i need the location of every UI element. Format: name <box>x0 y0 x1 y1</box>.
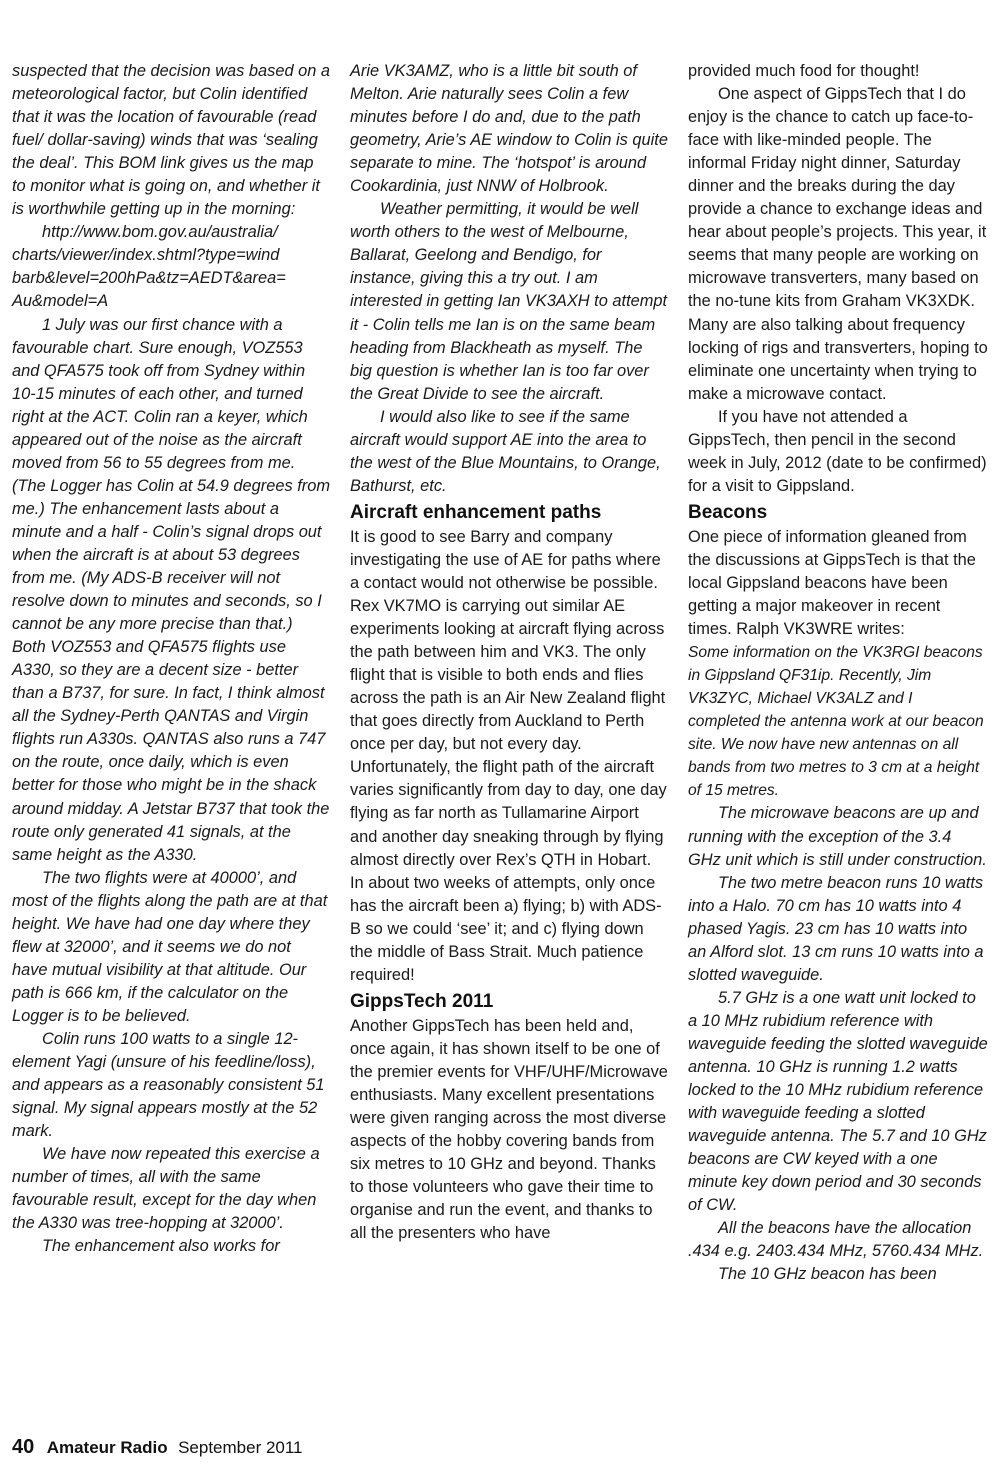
magazine-title: Amateur Radio <box>46 1438 168 1457</box>
paragraph: If you have not attended a GippsTech, then pencil in the second week in July, 2012 (date to be confirmed) for a visit to Gippsland. <box>688 407 987 495</box>
paragraph: The 10 GHz beacon has been <box>718 1265 937 1284</box>
column-right <box>688 60 988 1286</box>
section-heading: Aircraft enhancement paths <box>350 501 602 523</box>
paragraph: One piece of information gleaned from the discussions at GippsTech is that the local Gippsland beacons have been getting a major makeover in recent times. Ralph VK3WRE writes: <box>688 527 976 639</box>
paragraph: 5.7 GHz is a one watt unit locked to a 10 MHz rubidium reference with waveguide feeding the slotted waveguide antenna. 10 GHz is running 1.2 watts locked to the 10 MHz rubidium reference with waveguide feeding a slotted waveguide antenna. The 5.7 and 10 GHz beacons are CW keyed with a one minute key down period and 30 seconds of CW. <box>688 988 988 1215</box>
paragraph: Some information on the VK3RGI beacons in Gippsland QF31ip. Recently, Jim VK3ZYC, Michael VK3ALZ and I completed the antenna work at our beacon site. We now have new antennas on all bands from two metres to 3 cm at a height of 15 metres. <box>688 644 984 800</box>
paragraph: Colin runs 100 watts to a single 12-element Yagi (unsure of his feedline/loss), and appears as a reasonably consistent 51 signal. My signal appears mostly at the 52 mark. <box>12 1029 325 1141</box>
paragraph: The enhancement also works for <box>42 1237 280 1256</box>
paragraph: Arie VK3AMZ, who is a little bit south of Melton. Arie naturally sees Colin a few minutes before I do and, due to the path geometry, Arie’s AE window to Colin is quite separate to mine. The ‘hotspot’ is around Cookardinia, just NNW of Holbrook. <box>350 62 668 196</box>
column-middle <box>350 60 668 1245</box>
page-number: 40 <box>12 1436 35 1458</box>
page-footer <box>12 1436 303 1464</box>
column-left <box>12 60 330 1258</box>
paragraph: All the beacons have the allocation .434 e.g. 2403.434 MHz, 5760.434 MHz. <box>688 1219 984 1261</box>
paragraph: It is good to see Barry and company investigating the use of AE for paths where a contact would not otherwise be possible. Rex VK7MO is carrying out similar AE experiments looking at aircraft flying across the path between him and VK3. The only flight that is visible to both ends and flies across the path is an Air New Zealand flight that goes directly from Auckland to Perth once per day, but not every day. Unfortunately, the flight path of the aircraft varies significantly from day to day, one day flying as far north as Tullamarine Airport and another day sneaking through by flying almost directly over Rex’s QTH in Hobart. In about two weeks of attempts, only once has the aircraft been a) flying; b) with ADS-B so we could ‘see’ it; and c) flying down the middle of Bass Strait. Much patience required! <box>350 527 667 984</box>
paragraph: The two metre beacon runs 10 watts into a Halo. 70 cm has 10 watts into 4 phased Yagis. 23 cm has 10 watts into an Alford slot. 13 cm runs 10 watts into a slotted waveguide. <box>688 873 984 984</box>
paragraph: Another GippsTech has been held and, once again, it has shown itself to be one of the premier events for VHF/UHF/Microwave enthusiasts. Many excellent presentations were given ranging across the most diverse aspects of the hobby covering bands from six metres to 10 GHz and beyond. Thanks to those volunteers who gave their time to organise and run the event, and thanks to all the presenters who have <box>350 1016 668 1243</box>
paragraph: I would also like to see if the same aircraft would support AE into the area to the west of the Blue Mountains, to Orange, Bathurst, etc. <box>350 407 661 495</box>
paragraph: We have now repeated this exercise a number of times, all with the same favourable result, except for the day when the A330 was tree-hopping at 32000’. <box>12 1145 320 1233</box>
paragraph: Weather permitting, it would be well worth others to the west of Melbourne, Ballarat, Geelong and Bendigo, for instance, giving this a try out. I am interested in getting Ian VK3AXH to attempt it - Colin tells me Ian is on the same beam heading from Blackheath as myself. The big question is whether Ian is too far over the Great Divide to see the aircraft. <box>350 200 668 403</box>
paragraph: http://www.bom.gov.au/australia/ charts/viewer/index.shtml?type=wind barb&level=200hPa&tz=AEDT&area= Au&model=A <box>12 223 286 311</box>
section-heading: GippsTech 2011 <box>350 990 494 1012</box>
paragraph: The two flights were at 40000’, and most of the flights along the path are at that height. We have had one day where they flew at 32000’, and it seems we do not have mutual visibility at that altitude. Our path is 666 km, if the calculator on the Logger is to be believed. <box>12 868 328 1025</box>
paragraph: 1 July was our first chance with a favourable chart. Sure enough, VOZ553 and QFA575 took off from Sydney within 10-15 minutes of each other, and turned right at the ACT. Colin ran a keyer, which appeared out of the noise as the aircraft moved from 56 to 55 degrees from me. (The Logger has Colin at 54.9 degrees from me.) The enhancement lasts about a minute and a half - Colin’s signal drops out when the aircraft is at about 53 degrees from me. (My ADS-B receiver will not resolve down to minutes and seconds, so I cannot be any more precise than that.) Both VOZ553 and QFA575 flights use A330, so they are a decent size - better than a B737, for sure. In fact, I think almost all the Sydney-Perth QANTAS and Virgin flights run A330s. QANTAS also runs a 747 on the route, once daily, which is even better for those who might be in the shack around midday. A Jetstar B737 that took the route only generated 41 signals, at the same height as the A330. <box>12 315 330 864</box>
section-heading: Beacons <box>688 501 768 523</box>
paragraph: The microwave beacons are up and running with the exception of the 3.4 GHz unit which is still under construction. <box>688 804 987 869</box>
paragraph: One aspect of GippsTech that I do enjoy is the chance to catch up face-to-face with like-minded people. The informal Friday night dinner, Saturday dinner and the breaks during the day provide a chance to exchange ideas and hear about people’s projects. This year, it seems that many people are working on microwave transverters, many based on the no-tune kits from Graham VK3XDK. Many are also talking about frequency locking of rigs and transverters, hoping to eliminate one uncertainty when trying to make a microwave contact. <box>688 85 988 403</box>
issue-date: September 2011 <box>178 1438 303 1457</box>
paragraph: suspected that the decision was based on a meteorological factor, but Colin identified that it was the location of favourable (read fuel/ dollar-saving) winds that was ‘sealing the deal’. This BOM link gives us the map to monitor what is going on, and whether it is worthwhile getting up in the morning: <box>12 62 331 219</box>
paragraph: provided much food for thought! <box>688 62 920 80</box>
